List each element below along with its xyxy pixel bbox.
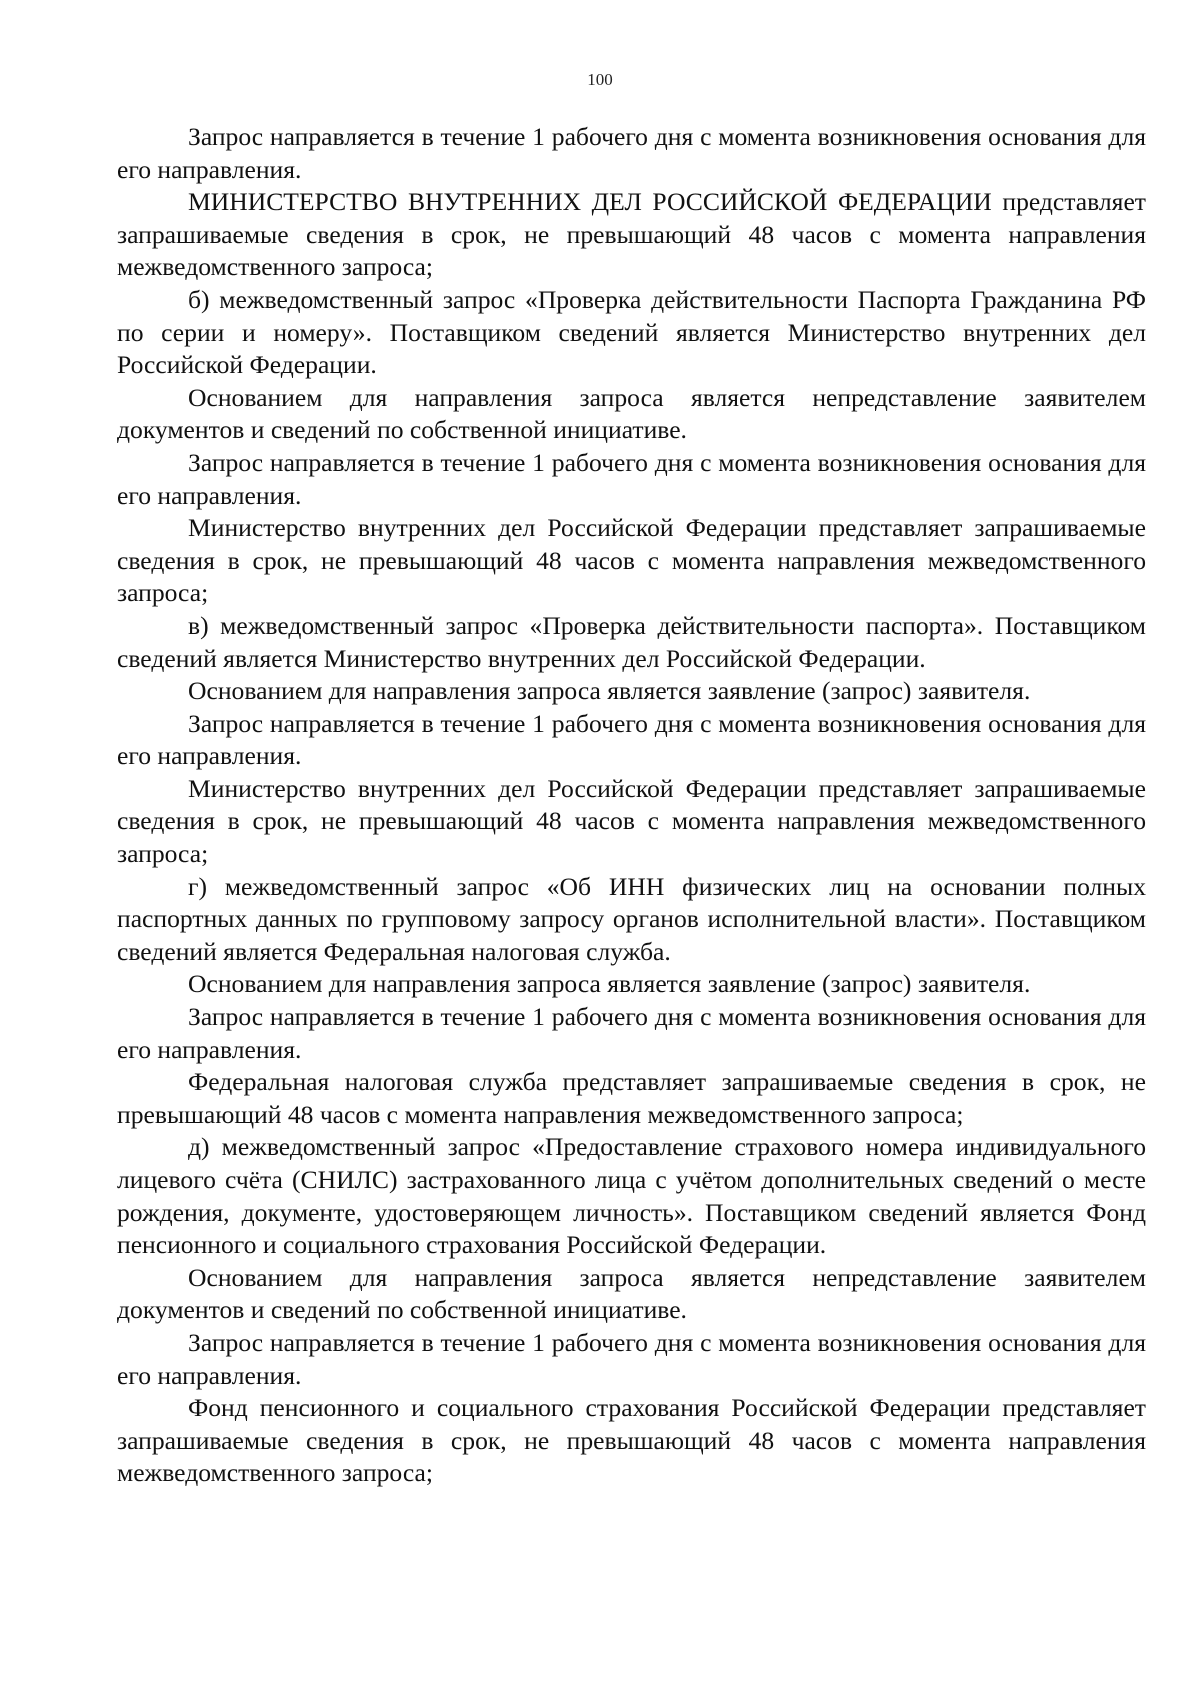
paragraph: б) межведомственный запрос «Проверка действительности Паспорта Гражданина РФ по серии и номеру». Поставщиком сведений является Министерство внутренних дел Российской Федерации. [117, 284, 1146, 380]
paragraph: Запрос направляется в течение 1 рабочего дня с момента возникновения основания для его направления. [117, 1327, 1146, 1390]
paragraph: д) межведомственный запрос «Предоставление страхового номера индивидуального лицевого счёта (СНИЛС) застрахованного лица с учётом дополнительных сведений о месте рождения, документе, удостоверяющем личность». Поставщиком сведений является Фонд пенсионного и социального страхования Российской Федерации. [117, 1132, 1146, 1260]
paragraph: Запрос направляется в течение 1 рабочего дня с момента возникновения основания для его направления. [117, 447, 1146, 510]
paragraph: в) межведомственный запрос «Проверка действительности паспорта». Поставщиком сведений является Министерство внутренних дел Российской Федерации. [117, 610, 1146, 673]
paragraph: Запрос направляется в течение 1 рабочего дня с момента возникновения основания для его направления. [117, 708, 1146, 771]
paragraph: Фонд пенсионного и социального страхования Российской Федерации представляет запрашиваемые сведения в срок, не превышающий 48 часов с момента направления межведомственного запроса; [117, 1393, 1146, 1488]
paragraph: Федеральная налоговая служба представляет запрашиваемые сведения в срок, не превышающий 48 часов с момента направления межведомственного запроса; [117, 1067, 1146, 1129]
paragraph: Основанием для направления запроса является заявление (запрос) заявителя. [188, 676, 1031, 706]
paragraph: МИНИСТЕРСТВО ВНУТРЕННИХ ДЕЛ РОССИЙСКОЙ ФЕДЕРАЦИИ представляет запрашиваемые сведения в срок, не превышающий 48 часов с момента направления межведомственного запроса; [117, 187, 1146, 282]
paragraph: Министерство внутренних дел Российской Федерации представляет запрашиваемые сведения в срок, не превышающий 48 часов с момента направления межведомственного запроса; [117, 773, 1146, 869]
paragraph: г) межведомственный запрос «Об ИНН физических лиц на основании полных паспортных данных по групповому запросу органов исполнительной власти». Поставщиком сведений является Федеральная налоговая служба. [117, 871, 1146, 966]
paragraph: Основанием для направления запроса является заявление (запрос) заявителя. [188, 969, 1031, 999]
paragraph: Министерство внутренних дел Российской Федерации представляет запрашиваемые сведения в срок, не превышающий 48 часов с момента направления межведомственного запроса; [117, 513, 1146, 608]
paragraph: Запрос направляется в течение 1 рабочего дня с момента возникновения основания для его направления. [117, 122, 1146, 184]
paragraph: Основанием для направления запроса является непредставление заявителем документов и сведений по собственной инициативе. [117, 1262, 1146, 1325]
document-body [117, 121, 1146, 1490]
paragraph: Запрос направляется в течение 1 рабочего дня с момента возникновения основания для его направления. [117, 1002, 1146, 1064]
paragraph: Основанием для направления запроса является непредставление заявителем документов и сведений по собственной инициативе. [117, 382, 1146, 445]
page-number: 100 [587, 70, 613, 89]
